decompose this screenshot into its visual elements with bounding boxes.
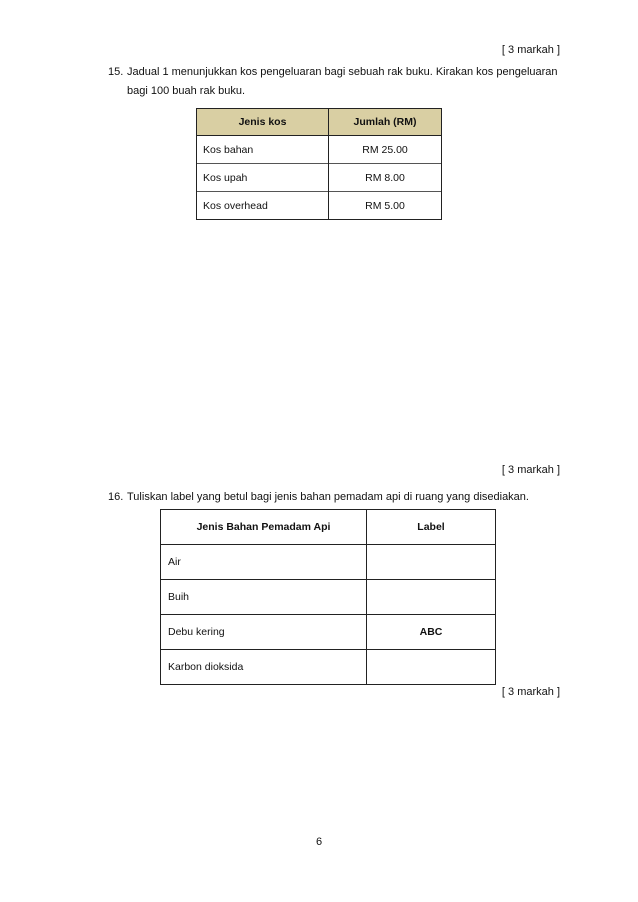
cell-jenis-bahan: Debu kering [161,615,367,650]
question-16-number: 16. [108,491,124,503]
table-row [161,580,496,615]
table-row [161,650,496,685]
table-row [197,136,442,164]
question-15 [108,63,568,101]
q16-marks: [ 3 markah ] [501,686,560,698]
cell-jenis-kos: Kos overhead [197,192,329,220]
header-label: Label [367,510,496,545]
question-16 [108,488,568,507]
question-16-text: Tuliskan label yang betul bagi jenis bahan pemadam api di ruang yang disediakan. [127,491,529,503]
header-jumlah: Jumlah (RM) [329,109,442,136]
cell-jenis-bahan: Air [161,545,367,580]
table-bahan-pemadam-api [160,509,496,685]
table-header-row [197,109,442,136]
cell-label-answer[interactable] [367,545,496,580]
question-15-line-1 [108,63,568,82]
question-15-number: 15. [108,66,124,78]
cell-label-answer[interactable] [367,650,496,685]
question-15-text-1: Jadual 1 menunjukkan kos pengeluaran bagi sebuah rak buku. Kirakan kos pengeluaran [127,66,558,78]
table-row [161,615,496,650]
cell-jumlah: RM 5.00 [329,192,442,220]
cell-jenis-bahan: Buih [161,580,367,615]
q15-marks: [ 3 markah ] [501,464,560,476]
table-row [197,192,442,220]
cell-jumlah: RM 8.00 [329,164,442,192]
page-number: 6 [315,836,323,848]
header-jenis-kos: Jenis kos [197,109,329,136]
question-15-line-2: bagi 100 buah rak buku. [127,85,246,97]
cell-label-answer[interactable] [367,580,496,615]
cell-jenis-kos: Kos bahan [197,136,329,164]
cell-jumlah: RM 25.00 [329,136,442,164]
cell-label: ABC [367,615,496,650]
header-jenis-bahan: Jenis Bahan Pemadam Api [161,510,367,545]
q15-top-marks: [ 3 markah ] [501,44,560,56]
table-kos-pengeluaran [196,108,442,220]
table-row [161,545,496,580]
table-header-row [161,510,496,545]
cell-jenis-bahan: Karbon dioksida [161,650,367,685]
cell-jenis-kos: Kos upah [197,164,329,192]
table-row [197,164,442,192]
